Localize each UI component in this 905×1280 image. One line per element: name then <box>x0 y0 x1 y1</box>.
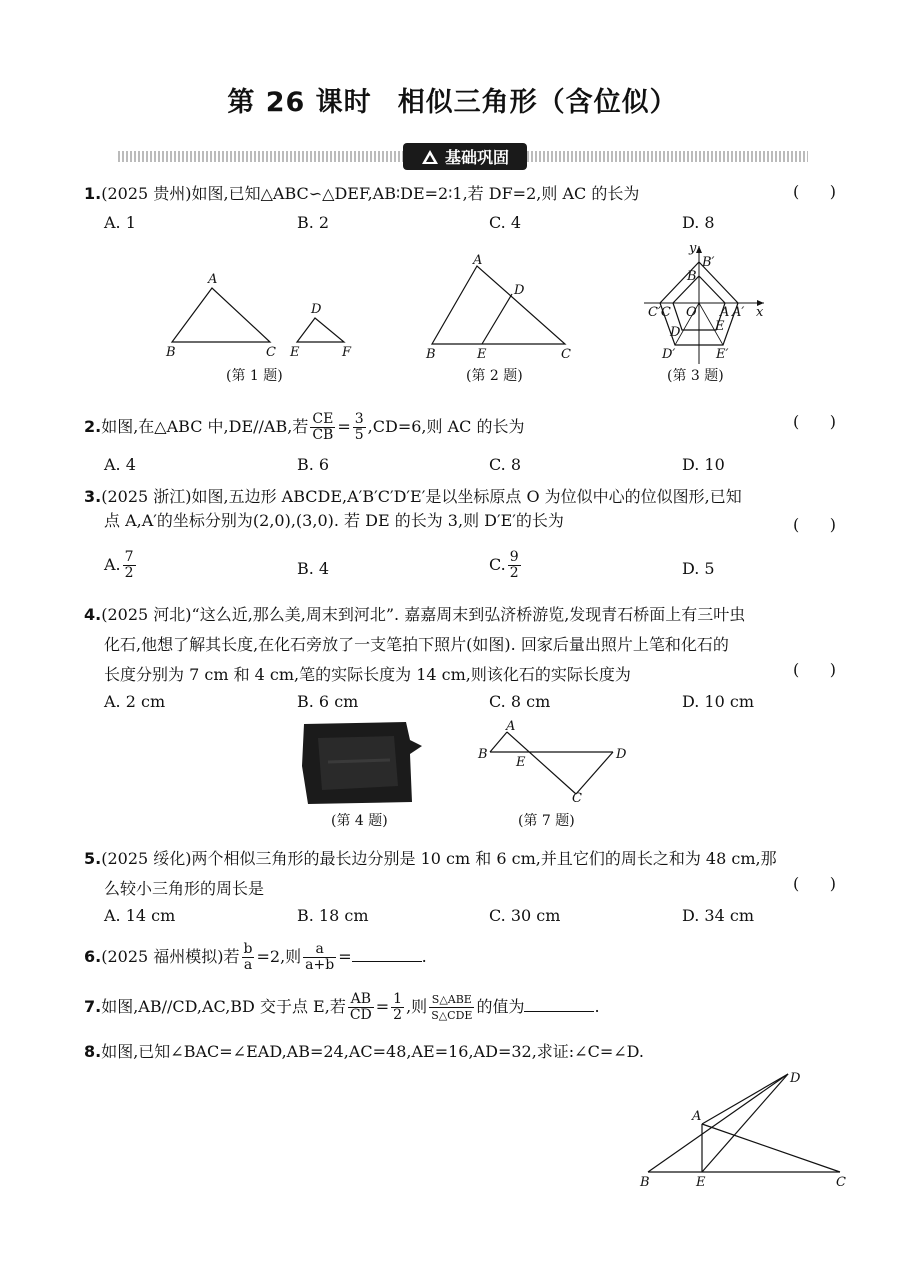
question-number: 3. <box>84 487 102 506</box>
answer-blank[interactable] <box>352 945 422 962</box>
option-b: B. 2 <box>297 213 330 232</box>
caption-3: (第 3 题) <box>667 368 724 384</box>
lesson-number: 第 26 课时 <box>227 87 372 118</box>
question-5 <box>84 844 777 904</box>
question-text-line2: 么较小三角形的周长是 <box>104 879 265 898</box>
option-b: B. 6 <box>297 455 330 474</box>
option-c: C. 8 cm <box>489 692 551 711</box>
question-text: 如图,在△ABC 中,DE//AB,若 <box>101 417 309 436</box>
caption-7: (第 7 题) <box>518 813 575 829</box>
label-b: B <box>687 269 697 284</box>
fossil-photo <box>298 718 428 808</box>
option-c: C. 4 <box>489 213 522 232</box>
question-text: 如图,AB//CD,AC,BD 交于点 E,若 <box>101 997 346 1016</box>
answer-bracket: ( ) <box>793 412 836 431</box>
caption-2: (第 2 题) <box>466 368 523 384</box>
question-1 <box>84 182 639 206</box>
label-d-prime: D′ <box>662 347 676 362</box>
caption-4: (第 4 题) <box>331 813 388 829</box>
question-number: 4. <box>84 605 102 624</box>
question-number: 2. <box>84 417 102 436</box>
question-text-end: ,CD=6,则 AC 的长为 <box>367 417 525 436</box>
label-o: O <box>686 305 697 320</box>
answer-bracket: ( ) <box>793 660 836 679</box>
option-b: B. 6 cm <box>297 692 359 711</box>
figure-7 <box>470 718 640 808</box>
option-d: D. 8 <box>682 213 715 232</box>
label-x: x <box>756 305 764 320</box>
question-text-line2: 点 A,A′的坐标分别为(2,0),(3,0). 若 DE 的长为 3,则 D′E′的长为 <box>104 511 564 530</box>
option-a: A. $\frac{7}{2}$ <box>104 549 134 581</box>
question-6: 6.(2025 福州模拟)若 $\frac{b}{a}$ =2,则 $\frac{a}{a+b}$ = . <box>84 941 427 973</box>
label-a: A <box>506 719 516 734</box>
label-a: A <box>720 305 730 320</box>
answer-bracket: ( ) <box>793 182 836 201</box>
question-number: 8. <box>84 1042 102 1061</box>
label-y: y <box>689 241 697 256</box>
question-number: 5. <box>84 849 102 868</box>
question-3 <box>84 485 742 533</box>
label-d: D <box>790 1071 801 1086</box>
option-d: D. 5 <box>682 559 715 578</box>
label-a-prime: A′ <box>732 305 745 320</box>
figure-3 <box>640 240 775 368</box>
option-d: D. 10 <box>682 455 725 474</box>
question-8 <box>84 1040 644 1064</box>
section-badge <box>403 143 527 170</box>
figure-2 <box>420 252 585 364</box>
label-c: C <box>266 345 276 360</box>
label-e: E <box>715 319 725 334</box>
label-d: D <box>514 283 525 298</box>
answer-blank[interactable] <box>524 995 594 1012</box>
fraction-3-5: $\frac{3}{5}$ <box>354 411 364 443</box>
option-c: C. 8 <box>489 455 522 474</box>
label-b: B <box>166 345 176 360</box>
question-text: (2025 贵州)如图,已知△ABC∽△DEF,AB∶DE=2∶1,若 DF=2,则 AC 的长为 <box>101 184 640 203</box>
option-b: B. 18 cm <box>297 906 369 925</box>
label-e: E <box>696 1175 706 1190</box>
question-text: (2025 河北)“这么近,那么美,周末到河北”. 嘉嘉周末到弘济桥游览,发现青石桥面上有三叶虫 <box>101 605 746 624</box>
option-a: A. 2 cm <box>104 692 166 711</box>
label-f: F <box>342 345 352 360</box>
question-7: 7.如图,AB//CD,AC,BD 交于点 E,若 $\frac{AB}{CD}$ = $\frac{1}{2}$ ,则 $\frac{\text{S△ABE}}{\text{S△CDE}}$ 的值为 . <box>84 991 600 1023</box>
option-c: C. $\frac{9}{2}$ <box>489 549 519 581</box>
fraction-ce-cb: $\frac{CE}{CB}$ <box>312 411 334 443</box>
option-a: A. 1 <box>104 213 136 232</box>
label-b: B <box>426 347 436 362</box>
label-a: A <box>692 1109 702 1124</box>
question-text: (2025 福州模拟)若 <box>101 947 240 966</box>
label-e: E <box>516 755 526 770</box>
question-text-line3: 长度分别为 7 cm 和 4 cm,笔的实际长度为 14 cm,则该化石的实际长度为 <box>104 665 631 684</box>
label-d: D <box>670 325 681 340</box>
answer-bracket: ( ) <box>793 515 836 534</box>
question-number: 6. <box>84 947 102 966</box>
label-b: B <box>640 1175 650 1190</box>
label-e-prime: E′ <box>716 347 729 362</box>
answer-bracket: ( ) <box>793 874 836 893</box>
label-c: C <box>572 791 582 806</box>
figure-1 <box>160 268 365 363</box>
label-c-prime-c: C′C <box>648 305 671 320</box>
question-number: 7. <box>84 997 102 1016</box>
label-a: A <box>473 253 483 268</box>
question-2: 2.如图,在△ABC 中,DE//AB,若 $\frac{CE}{CB}$ = $\frac{3}{5}$ ,CD=6,则 AC 的长为 <box>84 411 525 443</box>
option-b: B. 4 <box>297 559 330 578</box>
label-c: C <box>561 347 571 362</box>
section-label: 基础巩固 <box>444 148 509 167</box>
option-d: D. 34 cm <box>682 906 755 925</box>
label-d: D <box>311 302 322 317</box>
label-d: D <box>616 747 627 762</box>
label-b: B <box>478 747 488 762</box>
option-a: A. 4 <box>104 455 136 474</box>
question-text: 如图,已知∠BAC=∠EAD,AB=24,AC=48,AE=16,AD=32,求证:∠C=∠D. <box>101 1042 644 1061</box>
option-a: A. 14 cm <box>104 906 176 925</box>
label-c: C <box>836 1175 846 1190</box>
option-d: D. 10 cm <box>682 692 755 711</box>
figure-8 <box>630 1062 860 1192</box>
question-text: (2025 绥化)两个相似三角形的最长边分别是 10 cm 和 6 cm,并且它们的周长之和为 48 cm,那 <box>101 849 777 868</box>
question-text: (2025 浙江)如图,五边形 ABCDE,A′B′C′D′E′是以坐标原点 O 为位似中心的位似图形,已知 <box>101 487 742 506</box>
label-e: E <box>290 345 300 360</box>
question-number: 1. <box>84 184 102 203</box>
page-title <box>0 80 905 119</box>
lesson-topic: 相似三角形（含位似） <box>397 87 678 118</box>
question-text-line2: 化石,他想了解其长度,在化石旁放了一支笔拍下照片(如图). 回家后量出照片上笔和化石的 <box>104 635 729 654</box>
label-a: A <box>208 272 218 287</box>
banner-band-left <box>118 151 403 162</box>
label-b-prime: B′ <box>702 255 715 270</box>
caption-1: (第 1 题) <box>226 368 283 384</box>
banner-band-right <box>527 151 808 162</box>
label-e: E <box>477 347 487 362</box>
mountain-icon <box>421 149 439 165</box>
option-c: C. 30 cm <box>489 906 561 925</box>
section-banner <box>118 143 808 171</box>
question-4 <box>84 600 745 690</box>
